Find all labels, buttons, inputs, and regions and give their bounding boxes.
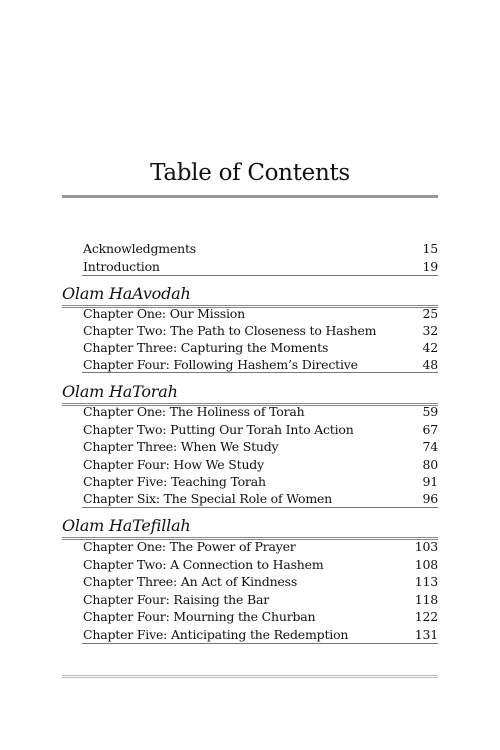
toc-entry[interactable] bbox=[83, 473, 438, 490]
entry-label: Acknowledgments bbox=[83, 241, 197, 256]
entry-page-number: 122 bbox=[414, 609, 438, 624]
toc-entry[interactable] bbox=[83, 456, 438, 473]
entry-underline bbox=[82, 372, 438, 373]
footer-rule bbox=[62, 675, 438, 678]
entry-label: Chapter One: The Power of Prayer bbox=[83, 539, 296, 554]
entry-page-number: 42 bbox=[422, 340, 438, 355]
toc-entry[interactable] bbox=[83, 339, 438, 356]
entry-label: Chapter Four: Following Hashem’s Directive bbox=[83, 357, 358, 372]
entry-page-number: 108 bbox=[414, 557, 438, 572]
section-heading: Olam HaTefillah bbox=[62, 516, 191, 535]
toc-entry[interactable] bbox=[83, 591, 438, 608]
entry-page-number: 80 bbox=[422, 457, 438, 472]
entry-page-number: 103 bbox=[414, 539, 438, 554]
entry-page-number: 118 bbox=[414, 592, 438, 607]
entry-label: Chapter Three: An Act of Kindness bbox=[83, 574, 298, 589]
entry-label: Chapter Four: How We Study bbox=[83, 457, 264, 472]
entry-page-number: 74 bbox=[422, 439, 438, 454]
entry-page-number: 19 bbox=[422, 259, 438, 274]
toc-entry[interactable] bbox=[83, 258, 438, 275]
entry-label: Chapter Four: Mourning the Churban bbox=[83, 609, 316, 624]
toc-entry[interactable] bbox=[83, 608, 438, 625]
toc-entry[interactable] bbox=[83, 438, 438, 455]
title-rule bbox=[62, 195, 438, 198]
toc-entry[interactable] bbox=[83, 403, 438, 420]
toc-entry[interactable] bbox=[83, 240, 438, 257]
entry-label: Introduction bbox=[83, 259, 160, 274]
entry-underline bbox=[82, 275, 438, 276]
entry-page-number: 59 bbox=[422, 404, 438, 419]
entry-page-number: 32 bbox=[422, 323, 438, 338]
entry-page-number: 15 bbox=[422, 241, 438, 256]
toc-entry[interactable] bbox=[83, 573, 438, 590]
toc-entry[interactable] bbox=[83, 538, 438, 555]
entry-page-number: 48 bbox=[422, 357, 438, 372]
toc-entry[interactable] bbox=[83, 356, 438, 373]
page-title: Table of Contents bbox=[150, 160, 350, 186]
entry-label: Chapter Five: Anticipating the Redemption bbox=[83, 627, 349, 642]
entry-label: Chapter Three: When We Study bbox=[83, 439, 279, 454]
toc-entry[interactable] bbox=[83, 490, 438, 507]
entry-page-number: 67 bbox=[422, 422, 438, 437]
entry-label: Chapter Four: Raising the Bar bbox=[83, 592, 270, 607]
toc-entry[interactable] bbox=[83, 305, 438, 322]
toc-entry[interactable] bbox=[83, 556, 438, 573]
entry-label: Chapter Three: Capturing the Moments bbox=[83, 340, 329, 355]
entry-label: Chapter One: The Holiness of Torah bbox=[83, 404, 305, 419]
entry-page-number: 113 bbox=[414, 574, 438, 589]
entry-page-number: 96 bbox=[422, 491, 438, 506]
entry-page-number: 25 bbox=[422, 306, 438, 321]
entry-page-number: 131 bbox=[414, 627, 438, 642]
entry-underline bbox=[82, 643, 438, 644]
toc-entry[interactable] bbox=[83, 421, 438, 438]
entry-label: Chapter Five: Teaching Torah bbox=[83, 474, 266, 489]
toc-entry[interactable] bbox=[83, 322, 438, 339]
section-heading: Olam HaTorah bbox=[62, 382, 178, 401]
entry-page-number: 91 bbox=[422, 474, 438, 489]
entry-label: Chapter Two: A Connection to Hashem bbox=[83, 557, 324, 572]
section-heading: Olam HaAvodah bbox=[62, 284, 191, 303]
entry-label: Chapter Six: The Special Role of Women bbox=[83, 491, 333, 506]
entry-label: Chapter One: Our Mission bbox=[83, 306, 245, 321]
entry-label: Chapter Two: Putting Our Torah Into Action bbox=[83, 422, 354, 437]
entry-underline bbox=[82, 507, 438, 508]
entry-label: Chapter Two: The Path to Closeness to Hashem bbox=[83, 323, 377, 338]
toc-entry[interactable] bbox=[83, 626, 438, 643]
